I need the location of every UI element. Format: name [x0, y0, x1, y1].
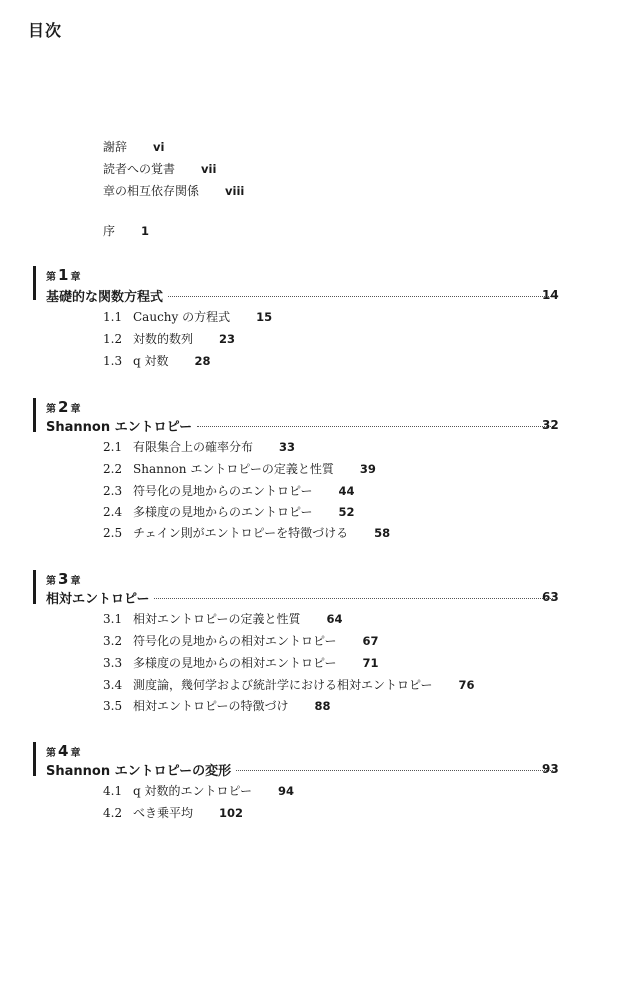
chapter-heading[interactable] — [46, 588, 558, 607]
front-item-acknowledgements[interactable] — [103, 138, 164, 155]
chapter-heading[interactable] — [46, 286, 558, 305]
leader-dots — [236, 770, 553, 771]
chapter-heading[interactable] — [46, 760, 558, 779]
chapter-marker-bar — [33, 398, 36, 432]
chapter-label: 第 3 章 — [46, 570, 81, 588]
front-item-page: vi — [153, 140, 165, 154]
section-item[interactable]: 1.1 Cauchy の方程式 15 — [103, 310, 273, 324]
section-item[interactable]: 2.4 多様度の見地からのエントロピー 52 — [103, 505, 355, 519]
front-item-label: 序 — [103, 224, 116, 238]
leader-dots — [154, 598, 553, 599]
leader-dots — [168, 296, 553, 297]
chapter-marker-bar — [33, 570, 36, 604]
chapter-title: Shannon エントロピー — [46, 420, 193, 435]
chapter-label: 第 1 章 — [46, 266, 81, 284]
chapter-title: 相対エントロピー — [46, 592, 150, 607]
chapter-heading[interactable] — [46, 416, 558, 435]
chapter-marker-bar — [33, 742, 36, 776]
chapter-page: 14 — [542, 288, 559, 302]
section-item[interactable]: 3.1 相対エントロピーの定義と性質 64 — [103, 612, 343, 626]
page-title: 目次 — [28, 21, 63, 40]
section-item[interactable]: 3.5 相対エントロピーの特徴づけ 88 — [103, 699, 331, 713]
front-item-notes-to-reader[interactable] — [103, 160, 216, 177]
chapter-page: 63 — [542, 590, 559, 604]
chapter-title: Shannon エントロピーの変形 — [46, 764, 232, 779]
chapter-label: 第 2 章 — [46, 398, 81, 416]
section-item[interactable]: 2.2 Shannon エントロピーの定義と性質 39 — [103, 462, 376, 476]
front-item-introduction[interactable] — [103, 222, 149, 239]
chapter-title: 基礎的な関数方程式 — [46, 290, 164, 305]
front-item-chapter-dependencies[interactable] — [103, 182, 244, 199]
section-item[interactable]: 2.5 チェイン則がエントロピーを特徴づける 58 — [103, 526, 391, 540]
front-item-page: vii — [201, 162, 217, 176]
section-item[interactable]: 1.3 q 対数 28 — [103, 354, 211, 368]
section-item[interactable]: 4.2 べき乗平均 102 — [103, 806, 244, 820]
front-item-label: 読者への覚書 — [103, 162, 176, 176]
chapter-marker-bar — [33, 266, 36, 300]
chapter-page: 32 — [542, 418, 559, 432]
leader-dots — [197, 426, 553, 427]
front-item-page: 1 — [141, 224, 150, 238]
section-item[interactable]: 1.2 対数的数列 23 — [103, 332, 236, 346]
section-item[interactable]: 2.3 符号化の見地からのエントロピー 44 — [103, 484, 355, 498]
section-item[interactable]: 3.2 符号化の見地からの相対エントロピー 67 — [103, 634, 379, 648]
front-item-label: 謝辞 — [103, 140, 128, 154]
front-item-page: viii — [225, 184, 245, 198]
chapter-label: 第 4 章 — [46, 742, 81, 760]
section-item[interactable]: 2.1 有限集合上の確率分布 33 — [103, 440, 296, 454]
section-item[interactable]: 3.3 多様度の見地からの相対エントロピー 71 — [103, 656, 379, 670]
front-item-label: 章の相互依存関係 — [103, 184, 200, 198]
chapter-page: 93 — [542, 762, 559, 776]
section-item[interactable]: 3.4 測度論，幾何学および統計学における相対エントロピー 76 — [103, 678, 475, 692]
section-item[interactable]: 4.1 q 対数的エントロピー 94 — [103, 784, 295, 798]
